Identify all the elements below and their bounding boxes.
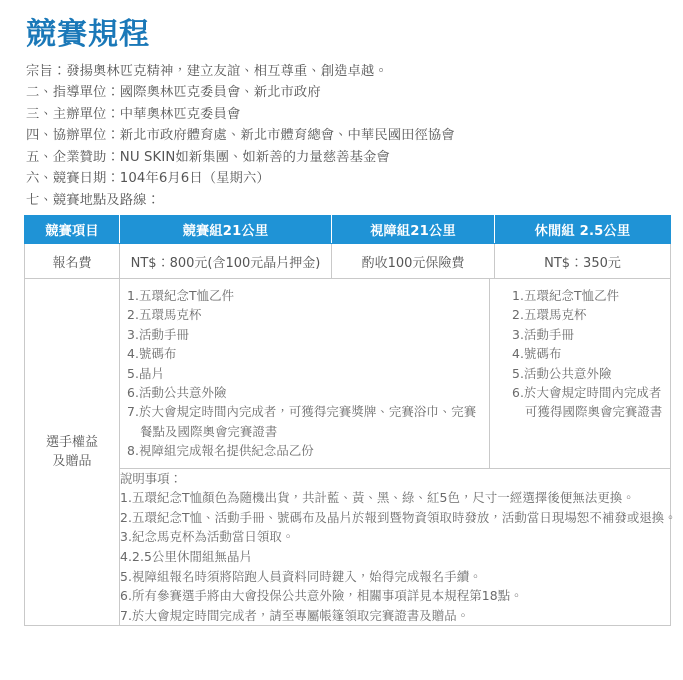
benefit-item: 7.於大會規定時間內完成者，可獲得完賽獎牌、完賽浴巾、完賽: [127, 404, 477, 420]
column-header-item: 競賽項目: [25, 216, 120, 244]
benefit-item: 3.活動手冊: [127, 326, 189, 342]
notes-title: 說明事項：: [120, 470, 182, 486]
table-body: [25, 244, 677, 626]
benefits-list-fun: [512, 286, 665, 422]
fee-blind-21km: 酌收100元保險費: [332, 244, 495, 279]
benefit-item: 4.號碼布: [512, 346, 562, 362]
benefit-item: 3.活動手冊: [512, 326, 574, 342]
intro-section: [26, 61, 665, 212]
benefit-item: 2.五環馬克杯: [512, 307, 587, 323]
table-row-notes: [25, 468, 671, 626]
benefit-item: 1.五環紀念T恤乙件: [127, 288, 235, 303]
benefit-item: 5.晶片: [127, 365, 165, 381]
benefit-item: 4.號碼布: [127, 346, 177, 362]
note-item: 7.於大會規定時間完成者，請至專屬帳篷領取完賽證書及贈品。: [120, 607, 470, 623]
benefit-item-continuation: 餐點及國際奧會完賽證書: [140, 423, 278, 439]
table-row-athlete-benefits: [25, 279, 671, 469]
benefit-item: 6.活動公共意外險: [127, 385, 227, 401]
benefit-item: 1.五環紀念T恤乙件: [512, 288, 620, 303]
row-label-line-1: 選手權益: [45, 435, 98, 451]
fee-race-21km: NT$：800元(含100元晶片押金): [120, 244, 332, 279]
column-header-blind-21km: 視障組21公里: [332, 216, 495, 244]
benefit-item: 2.五環馬克杯: [127, 307, 202, 323]
intro-line-location-route: 七、競賽地點及路線：: [26, 192, 160, 208]
intro-line-co-organizer: 四、協辦單位：新北市政府體育處、新北市體育總會、中華民國田徑協會: [26, 128, 455, 143]
row-label-registration-fee: 報名費: [25, 244, 120, 279]
note-item: 6.所有參賽選手將由大會投保公共意外險，相關事項詳見本規程第18點。: [120, 588, 523, 604]
intro-line-guidance-unit: 二、指導單位：國際奧林匹克委員會、新北市政府: [26, 85, 321, 100]
intro-line-date: 六、競賽日期：104年6月6日（星期六）: [26, 171, 270, 186]
notes-list: [120, 488, 677, 625]
note-item: 2.五環紀念T恤、活動手冊、號碼布及晶片於報到暨物資領取時發放，活動當日現場恕不補發或退換。: [120, 509, 677, 525]
row-label-line-2: 及贈品: [52, 454, 92, 470]
note-item: 4.2.5公里休閒組無晶片: [120, 549, 252, 565]
intro-line-organizer: 三、主辦單位：中華奧林匹克委員會: [26, 106, 241, 122]
column-header-fun-2-5km: 休閒組 2.5公里: [495, 216, 671, 244]
intro-line-sponsor: 五、企業贊助：NU SKIN如新集團、如新善的力量慈善基金會: [26, 149, 390, 165]
note-item: 3.紀念馬克杯為活動當日領取。: [120, 529, 295, 545]
page-title: 競賽規程: [26, 17, 150, 52]
column-header-race-21km: 競賽組21公里: [120, 216, 332, 244]
fee-fun-2-5km: NT$：350元: [495, 244, 671, 279]
benefit-item: 5.活動公共意外險: [512, 365, 612, 381]
benefits-fun-group: [489, 279, 665, 468]
note-item: 5.視障組報名時須將陪跑人員資料同時鍵入，始得完成報名手續。: [120, 568, 482, 584]
intro-line-purpose: 宗旨：發揚奧林匹克精神，建立友誼、相互尊重、創造卓越。: [26, 63, 388, 79]
row-label-athlete-benefits: [25, 279, 120, 626]
benefits-cell: [120, 279, 671, 469]
competition-categories-table: [24, 215, 677, 626]
benefit-item: 6.於大會規定時間內完成者: [512, 385, 662, 401]
benefits-list-race-blind: [127, 286, 485, 461]
table-header-row: [25, 216, 671, 244]
table-header: [25, 216, 671, 244]
note-item: 1.五環紀念T恤顏色為隨機出貨，共計藍、黃、黑、綠、紅5色，尺寸一經選擇後便無法更換。: [120, 490, 635, 506]
benefit-item-continuation: 可獲得國際奧會完賽證書: [525, 404, 663, 420]
benefits-columns: [120, 279, 670, 468]
table-row-registration-fee: [25, 244, 671, 279]
notes-cell: [120, 468, 677, 626]
benefits-race-and-blind: [120, 279, 489, 468]
benefit-item: 8.視障組完成報名提供紀念品乙份: [127, 443, 314, 459]
